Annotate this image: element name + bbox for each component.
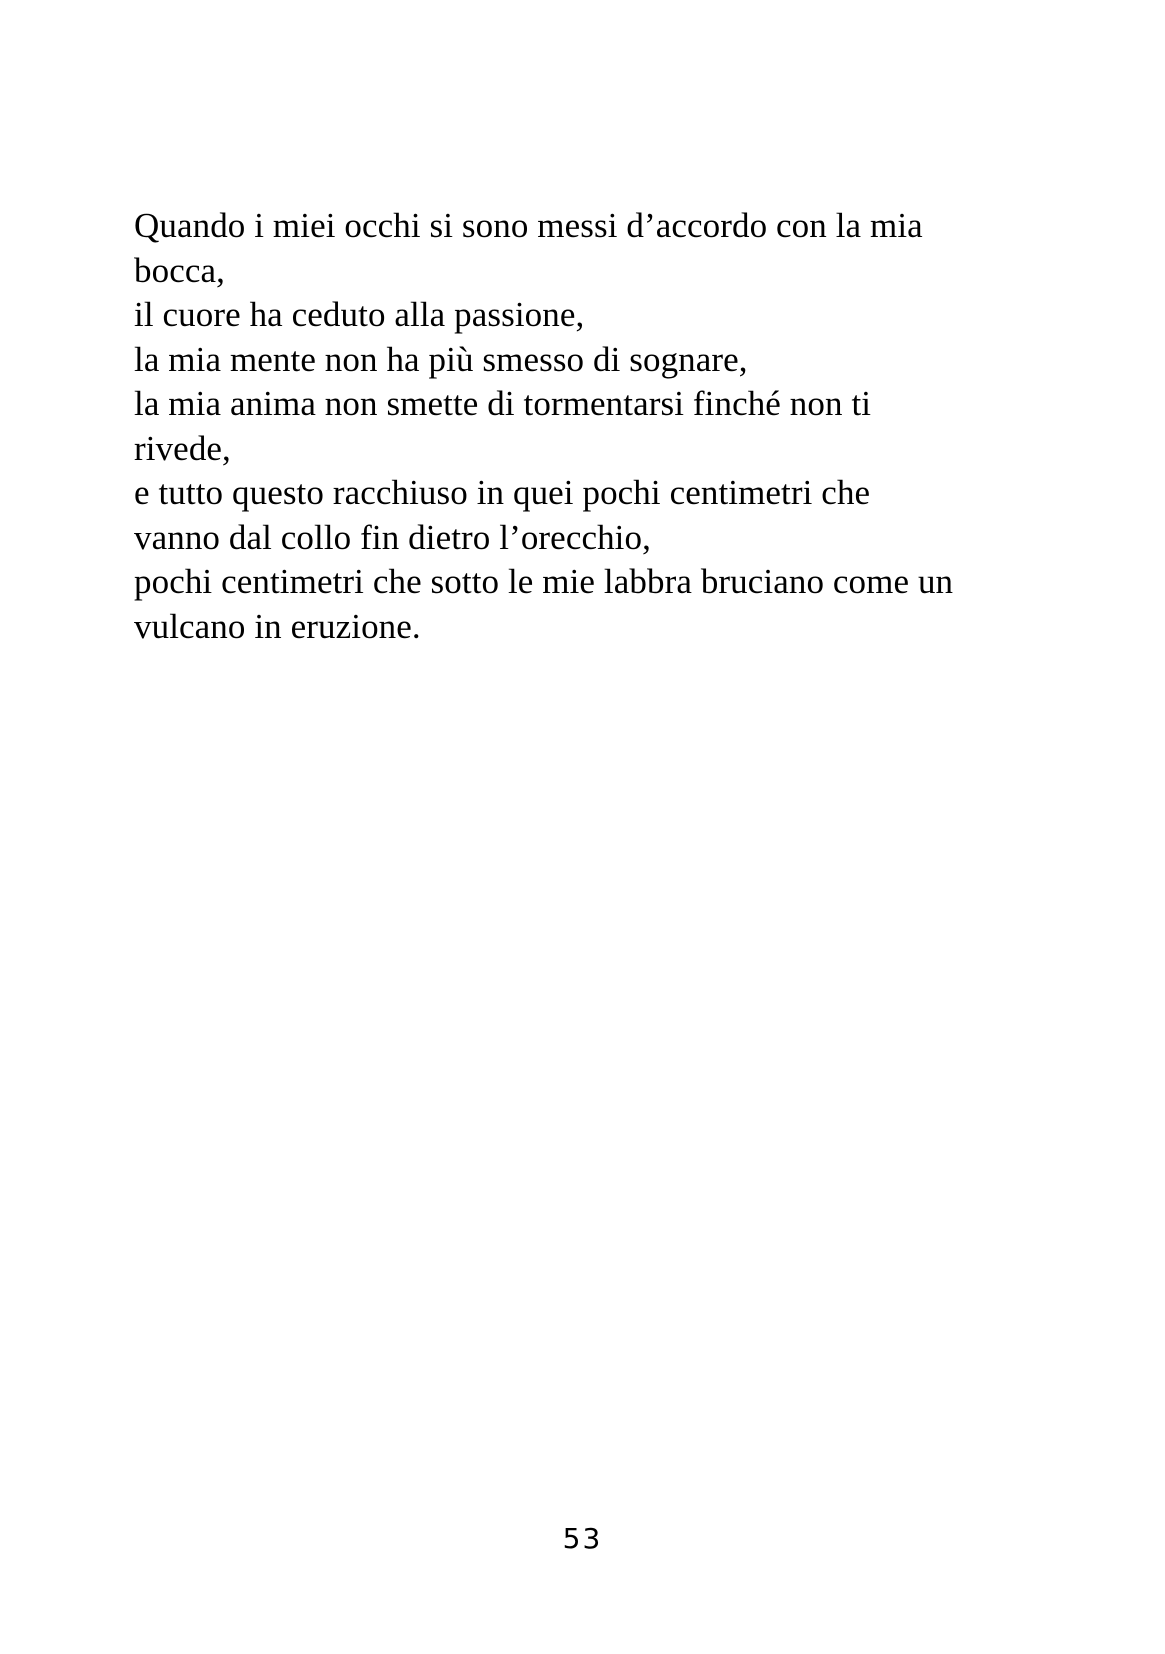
poem-line: vanno dal collo fin dietro l’orecchio, (134, 517, 651, 557)
poem-text (134, 204, 1054, 649)
poem-line: rivede, (134, 428, 231, 468)
page-number: 53 (562, 1522, 603, 1555)
poem-line: la mia mente non ha più smesso di sognare, (134, 339, 748, 379)
poem-line: pochi centimetri che sotto le mie labbra bruciano come un (134, 562, 954, 601)
poem-line: Quando i miei occhi si sono messi d’accordo con la mia (134, 206, 923, 245)
poem-line: il cuore ha ceduto alla passione, (134, 295, 585, 334)
poem-line: bocca, (134, 250, 225, 290)
poem-line: la mia anima non smette di tormentarsi finché non ti (134, 384, 872, 423)
poem-line: e tutto questo racchiuso in quei pochi centimetri che (134, 473, 871, 512)
poem-line: vulcano in eruzione. (134, 606, 421, 646)
